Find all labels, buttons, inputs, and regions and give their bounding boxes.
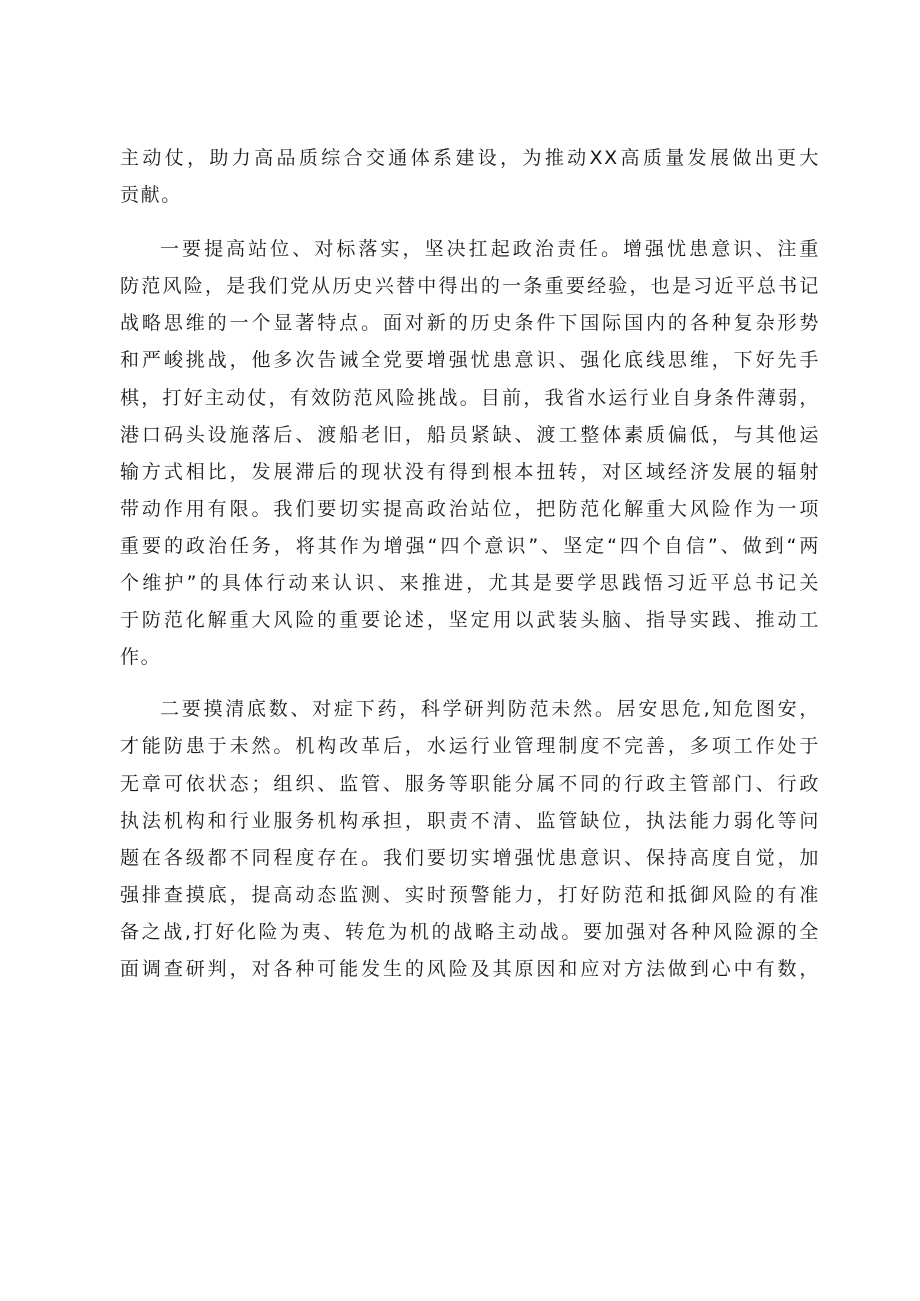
- text-line: 输方式相比，发展滞后的现状没有得到根本扭转，对区域经济发展的辐射: [120, 460, 820, 483]
- text-line: 主动仗，助力高品质综合交通体系建设，为推动XX高质量发展做出更大: [120, 147, 820, 169]
- text-line: 无章可依状态；组织、监管、服务等职能分属不同的行政主管部门、行政: [120, 772, 820, 795]
- text-line: 一要提高站位、对标落实，坚决扛起政治责任。增强忧患意识、注重: [160, 238, 820, 261]
- text-line: 港口码头设施落后、渡船老旧，船员紧缺、渡工整体素质偏低，与其他运: [120, 423, 820, 446]
- paragraph-2: [120, 231, 820, 676]
- text-line: 于防范化解重大风险的重要论述，坚定用以武装头脑、指导实践、推动工: [120, 609, 820, 632]
- text-line: 和严峻挑战，他多次告诫全党要增强忧患意识、强化底线思维，下好先手: [120, 349, 820, 372]
- text-line: 备之战,打好化险为夷、转危为机的战略主动战。要加强对各种风险源的全: [120, 920, 820, 943]
- text-line: 面调查研判，对各种可能发生的风险及其原因和应对方法做到心中有数，: [120, 957, 820, 980]
- text-line: 个维护”的具体行动来认识、来推进，尤其是要学思践悟习近平总书记关: [120, 572, 820, 595]
- text-line: 带动作用有限。我们要切实提高政治站位，把防范化解重大风险作为一项: [120, 497, 820, 520]
- text-line: 作。: [120, 646, 162, 669]
- text-line: 贡献。: [120, 184, 182, 207]
- text-line: 强排查摸底，提高动态监测、实时预警能力，打好防范和抵御风险的有准: [120, 883, 820, 906]
- text-line: 才能防患于未然。机构改革后，水运行业管理制度不完善，多项工作处于: [120, 735, 820, 758]
- text-line: 重要的政治任务，将其作为增强“四个意识”、坚定“四个自信”、做到“两: [120, 534, 820, 557]
- text-line: 战略思维的一个显著特点。面对新的历史条件下国际国内的各种复杂形势: [120, 312, 820, 335]
- text-line: 防范风险，是我们党从历史兴替中得出的一条重要经验，也是习近平总书记: [120, 275, 820, 298]
- paragraph-1: [120, 140, 820, 214]
- text-line: 棋，打好主动仗，有效防范风险挑战。目前，我省水运行业自身条件薄弱，: [120, 386, 820, 409]
- document-body: [120, 140, 820, 1003]
- text-line: 二要摸清底数、对症下药，科学研判防范未然。居安思危,知危图安，: [160, 698, 820, 721]
- text-line: 执法机构和行业服务机构承担，职责不清、监管缺位，执法能力弱化等问: [120, 809, 820, 832]
- text-line: 题在各级都不同程度存在。我们要切实增强忧患意识、保持高度自觉，加: [120, 846, 820, 869]
- paragraph-3: [120, 691, 820, 988]
